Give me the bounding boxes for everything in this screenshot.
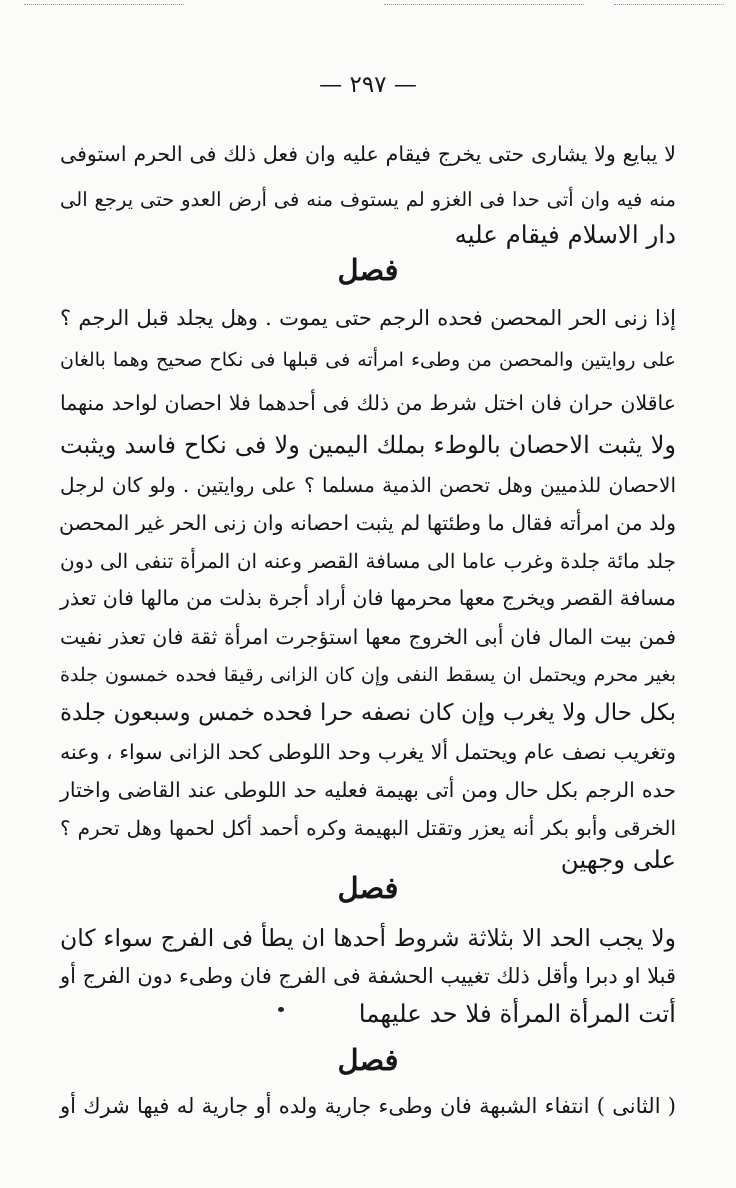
- text-line: الاحصان للذميين وهل تحصن الذمية مسلما ؟ على روايتين . ولو كان لرجل: [60, 473, 676, 497]
- text-line: حده الرجم بكل حال ومن أتى بهيمة فعليه حد اللوطى عند القاضى واختار: [60, 778, 676, 802]
- page-number: — ٢٩٧ —: [319, 72, 417, 98]
- text-line: الخرقى وأبو بكر أنه يعزر وتقتل البهيمة وكره أحمد أكل لحمها وهل تحرم ؟: [60, 816, 676, 840]
- text-line: عاقلان حران فان اختل شرط من ذلك فى أحدهما فلا احصان لواحد منهما: [60, 391, 676, 415]
- text-line: مسافة القصر ويخرج معها محرمها فان أراد أجرة بذلت من مالها فان تعذر: [60, 586, 676, 610]
- text-line: على روايتين والمحصن من وطىء امرأته فى قبلها فى نكاح صحيح وهما بالغان: [60, 349, 676, 371]
- text-line: إذا زنى الحر المحصن فحده الرجم حتى يموت . وهل يجلد قبل الرجم ؟: [60, 306, 676, 330]
- text-line: ولد من امرأته فقال ما وطئتها لم يثبت احصانه وان زنى الحر غير المحصن: [58, 511, 676, 535]
- text-line: ( الثانى ) انتفاء الشبهة فان وطىء جارية ولده أو جارية له فيها شرك أو: [60, 1094, 676, 1118]
- text-line: ولا يثبت الاحصان بالوطء بملك اليمين ولا فى نكاح فاسد ويثبت: [60, 431, 676, 459]
- section-heading: فصل: [337, 871, 399, 905]
- text-line: على وجهين: [560, 845, 676, 874]
- text-line: قبلا او دبرا وأقل ذلك تغييب الحشفة فى الفرج فان وطىء دون الفرج أو: [60, 964, 676, 988]
- text-line: جلد مائة جلدة وغرب عاما الى مسافة القصر وعنه ان المرأة تنفى الى دون: [60, 549, 676, 573]
- text-line: لا يبايع ولا يشارى حتى يخرج فيقام عليه وان فعل ذلك فى الحرم استوفى: [60, 142, 676, 166]
- ink-mark: [278, 1007, 284, 1012]
- text-line: ولا يجب الحد الا بثلاثة شروط أحدها ان يطأ فى الفرج سواء كان: [60, 924, 676, 952]
- section-heading: فصل: [337, 253, 399, 287]
- scan-edge-marks: [14, 4, 722, 10]
- text-line: فمن بيت المال فان أبى الخروج معها استؤجرت امرأة ثقة فان تعذر نفيت: [60, 625, 676, 649]
- text-line: دار الاسلام فيقام عليه: [454, 220, 676, 249]
- text-line: أتت المرأة المرأة فلا حد عليهما: [358, 999, 676, 1028]
- text-line: منه فيه وان أتى حدا فى الغزو لم يستوف منه فى أرض العدو حتى يرجع الى: [60, 188, 676, 211]
- text-line: بكل حال ولا يغرب وإن كان نصفه حرا فحده خمس وسبعون جلدة: [60, 700, 676, 726]
- text-line: وتغريب نصف عام ويحتمل ألا يغرب وحد اللوطى كحد الزانى سواء ، وعنه: [60, 740, 676, 764]
- section-heading: فصل: [337, 1043, 399, 1077]
- text-line: بغير محرم ويحتمل ان يسقط النفى وإن كان الزانى رقيقا فحده خمسون جلدة: [60, 664, 676, 686]
